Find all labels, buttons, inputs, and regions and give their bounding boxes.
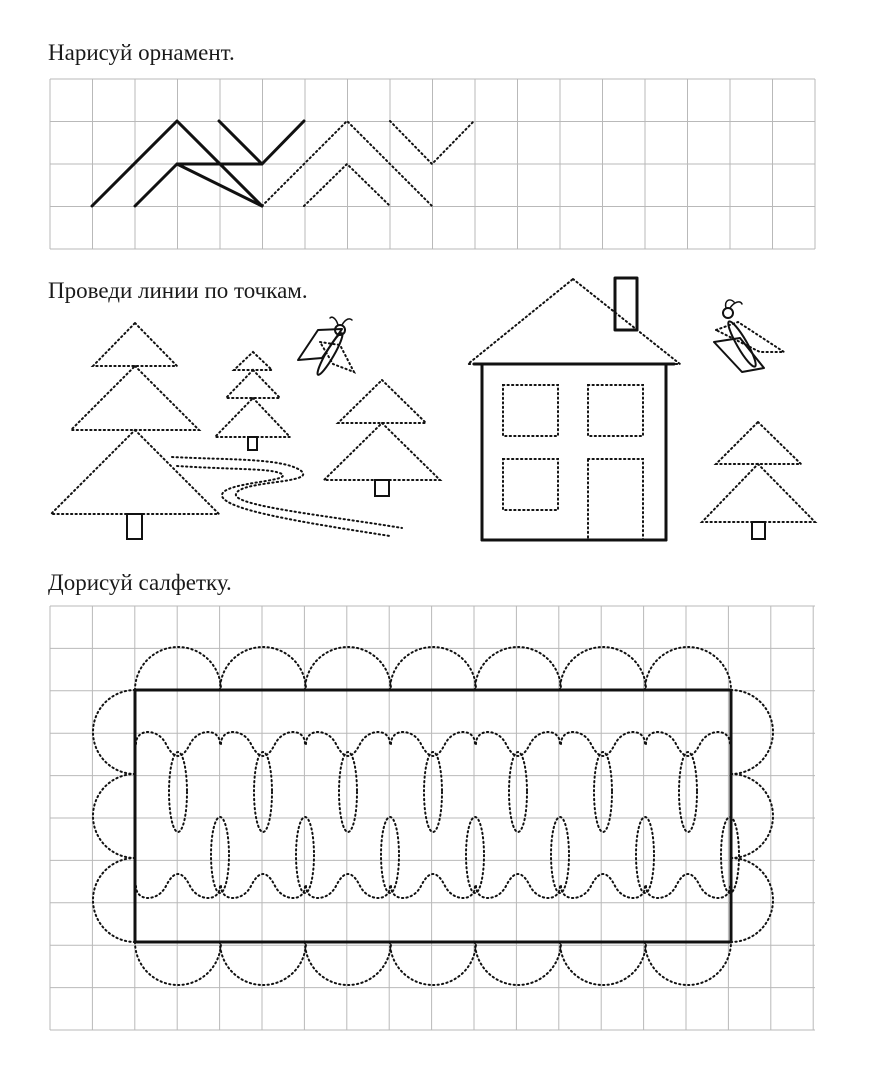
petal — [424, 752, 442, 832]
scallop — [390, 942, 476, 985]
petal — [296, 817, 314, 893]
napkin-inner-pattern — [136, 732, 739, 898]
scallop — [305, 647, 391, 690]
scallop — [135, 647, 221, 690]
petal — [551, 817, 569, 893]
petal — [636, 817, 654, 893]
scallop — [560, 942, 646, 985]
scallop — [731, 774, 773, 858]
scallop — [645, 647, 731, 690]
loop — [476, 874, 560, 898]
scallop — [475, 647, 561, 690]
petal — [254, 752, 272, 832]
petal — [169, 752, 187, 832]
napkin-scallop-border — [93, 647, 773, 985]
scallop — [731, 690, 773, 774]
petal — [594, 752, 612, 832]
grid-lines — [50, 606, 815, 1030]
task-1-title: Нарисуй орнамент. — [48, 40, 235, 65]
task-3-title: Дорисуй салфетку. — [48, 570, 232, 595]
petal — [509, 752, 527, 832]
scallop — [93, 858, 135, 942]
petal — [381, 817, 399, 893]
loop — [561, 874, 645, 898]
scallop — [305, 942, 391, 985]
scallop — [220, 647, 306, 690]
scallop — [645, 942, 731, 985]
scallop — [93, 774, 135, 858]
scallop — [475, 942, 561, 985]
scallop — [220, 942, 306, 985]
petal — [679, 752, 697, 832]
scallop — [560, 647, 646, 690]
loop — [136, 874, 220, 898]
petal — [466, 817, 484, 893]
loop — [306, 874, 390, 898]
loop — [391, 874, 475, 898]
scallop — [731, 858, 773, 942]
napkin-rectangle — [135, 690, 731, 942]
loop — [221, 874, 305, 898]
scallop — [390, 647, 476, 690]
scallop — [93, 690, 135, 774]
petal — [339, 752, 357, 832]
loop — [646, 874, 730, 898]
task-2-title: Проведи линии по точкам. — [48, 278, 308, 303]
scallop — [135, 942, 221, 985]
